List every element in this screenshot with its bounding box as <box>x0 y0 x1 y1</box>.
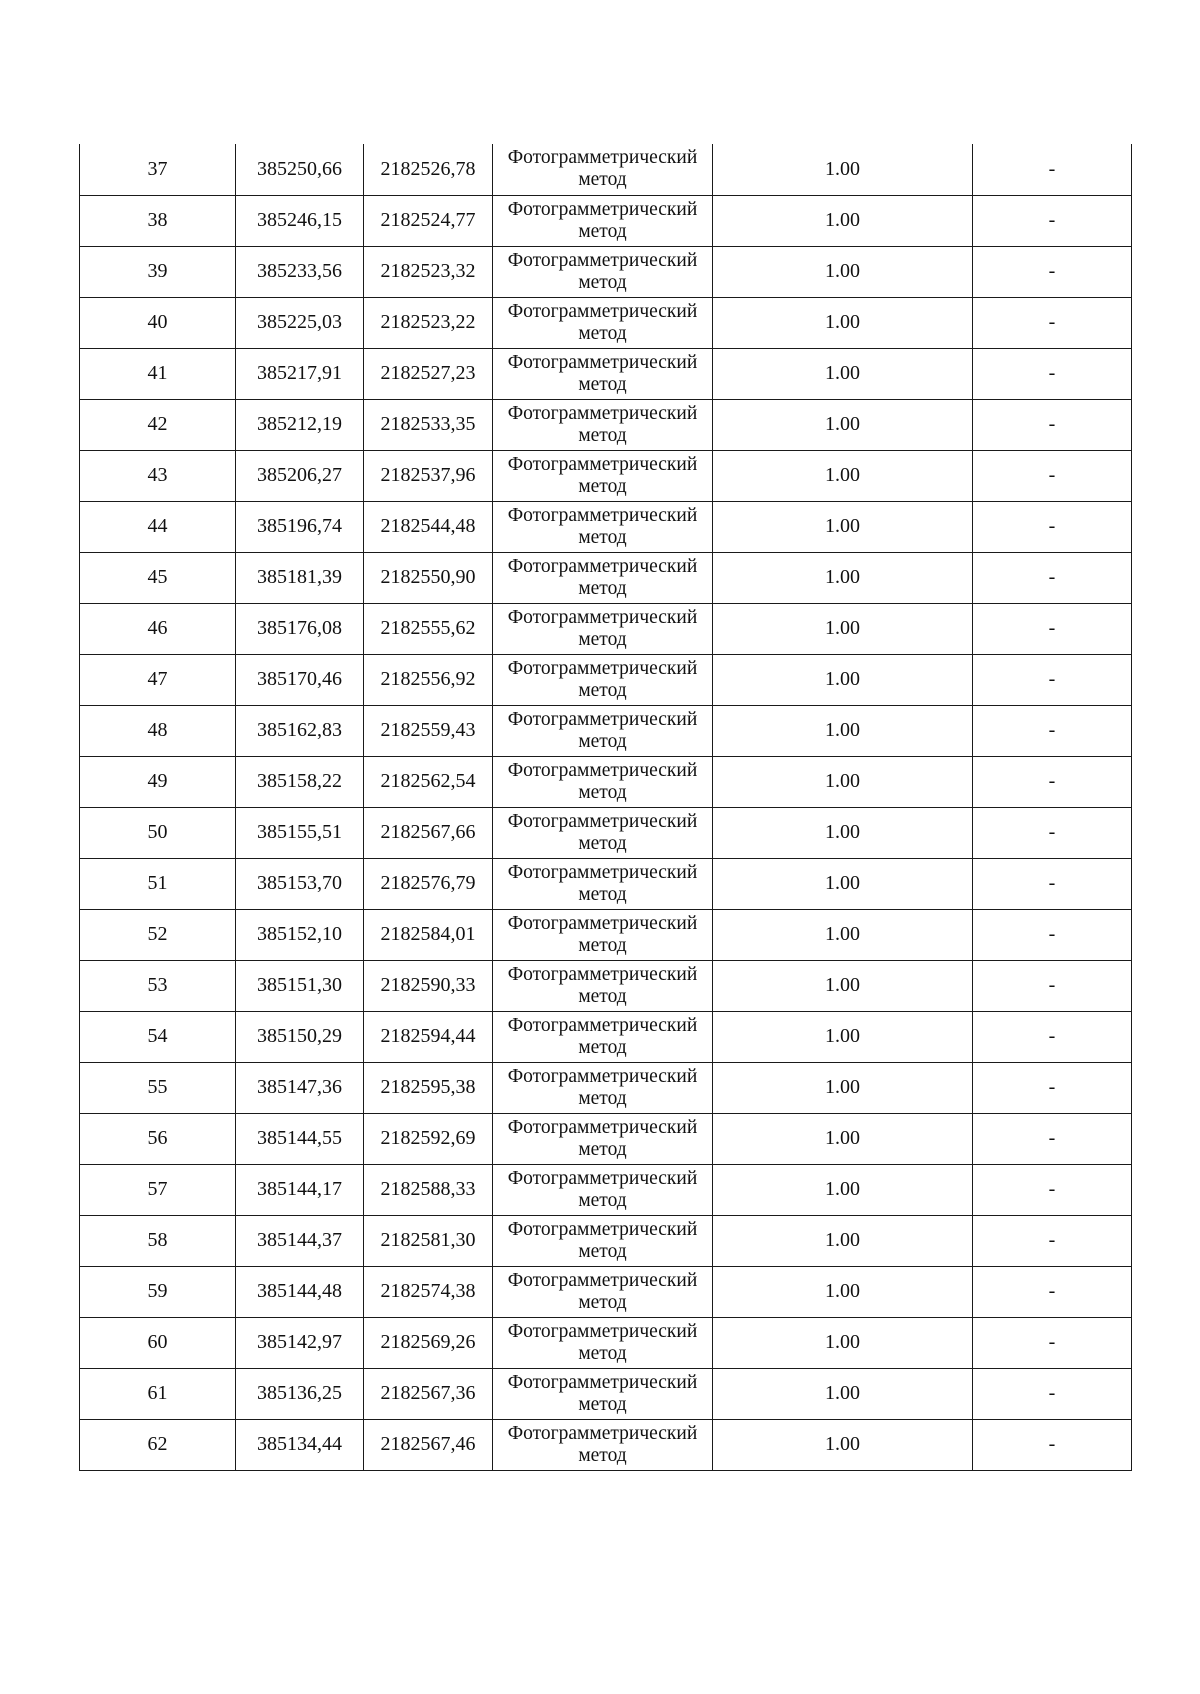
point-number-cell: 37 <box>80 144 236 195</box>
method-cell <box>493 297 713 348</box>
method-line-2: метод <box>578 424 627 446</box>
method-cell <box>493 858 713 909</box>
method-cell <box>493 960 713 1011</box>
method-line-1: Фотограмметрический <box>507 759 698 781</box>
method-line-1: Фотограмметрический <box>507 300 698 322</box>
method-line-1: Фотограмметрический <box>507 606 698 628</box>
accuracy-cell: 1.00 <box>713 807 973 858</box>
method-line-1: Фотограмметрический <box>507 657 698 679</box>
y-coordinate-cell: 2182527,23 <box>364 348 493 399</box>
method-line-2: метод <box>578 169 627 191</box>
method-cell <box>493 1368 713 1419</box>
method-line-2: метод <box>578 1291 627 1313</box>
y-coordinate-cell: 2182594,44 <box>364 1011 493 1062</box>
y-coordinate-cell: 2182550,90 <box>364 552 493 603</box>
method-cell <box>493 195 713 246</box>
y-coordinate-cell: 2182567,46 <box>364 1419 493 1470</box>
method-line-1: Фотограмметрический <box>507 708 698 730</box>
method-cell <box>493 1215 713 1266</box>
point-number-cell: 49 <box>80 756 236 807</box>
coordinates-table <box>79 144 1132 1471</box>
note-cell: - <box>973 501 1132 552</box>
point-number-cell: 55 <box>80 1062 236 1113</box>
x-coordinate-cell: 385151,30 <box>236 960 364 1011</box>
accuracy-cell: 1.00 <box>713 1317 973 1368</box>
y-coordinate-cell: 2182567,66 <box>364 807 493 858</box>
method-cell <box>493 348 713 399</box>
x-coordinate-cell: 385150,29 <box>236 1011 364 1062</box>
note-cell: - <box>973 246 1132 297</box>
y-coordinate-cell: 2182562,54 <box>364 756 493 807</box>
point-number-cell: 45 <box>80 552 236 603</box>
point-number-cell: 61 <box>80 1368 236 1419</box>
method-line-1: Фотограмметрический <box>507 963 698 985</box>
note-cell: - <box>973 705 1132 756</box>
table-row <box>80 858 1132 909</box>
method-line-2: метод <box>578 1138 627 1160</box>
method-cell <box>493 1266 713 1317</box>
note-cell: - <box>973 348 1132 399</box>
y-coordinate-cell: 2182556,92 <box>364 654 493 705</box>
method-cell <box>493 1164 713 1215</box>
method-line-1: Фотограмметрический <box>507 861 698 883</box>
accuracy-cell: 1.00 <box>713 552 973 603</box>
note-cell: - <box>973 195 1132 246</box>
point-number-cell: 40 <box>80 297 236 348</box>
note-cell: - <box>973 756 1132 807</box>
x-coordinate-cell: 385134,44 <box>236 1419 364 1470</box>
method-line-2: метод <box>578 1444 627 1466</box>
method-line-2: метод <box>578 1342 627 1364</box>
coordinates-table-body <box>80 144 1132 1470</box>
method-line-2: метод <box>578 1393 627 1415</box>
table-row <box>80 450 1132 501</box>
note-cell: - <box>973 1164 1132 1215</box>
accuracy-cell: 1.00 <box>713 450 973 501</box>
method-line-1: Фотограмметрический <box>507 1269 698 1291</box>
note-cell: - <box>973 297 1132 348</box>
x-coordinate-cell: 385196,74 <box>236 501 364 552</box>
accuracy-cell: 1.00 <box>713 1368 973 1419</box>
note-cell: - <box>973 1419 1132 1470</box>
table-row <box>80 1164 1132 1215</box>
method-cell <box>493 1317 713 1368</box>
y-coordinate-cell: 2182544,48 <box>364 501 493 552</box>
x-coordinate-cell: 385152,10 <box>236 909 364 960</box>
method-cell <box>493 1011 713 1062</box>
note-cell: - <box>973 1266 1132 1317</box>
note-cell: - <box>973 1368 1132 1419</box>
y-coordinate-cell: 2182595,38 <box>364 1062 493 1113</box>
method-line-2: метод <box>578 475 627 497</box>
method-cell <box>493 1419 713 1470</box>
method-line-2: метод <box>578 577 627 599</box>
table-row <box>80 1419 1132 1470</box>
point-number-cell: 44 <box>80 501 236 552</box>
method-line-1: Фотограмметрический <box>507 1218 698 1240</box>
accuracy-cell: 1.00 <box>713 246 973 297</box>
method-cell <box>493 399 713 450</box>
method-line-2: метод <box>578 730 627 752</box>
note-cell: - <box>973 1062 1132 1113</box>
point-number-cell: 38 <box>80 195 236 246</box>
table-row <box>80 195 1132 246</box>
x-coordinate-cell: 385144,55 <box>236 1113 364 1164</box>
method-line-2: метод <box>578 985 627 1007</box>
y-coordinate-cell: 2182537,96 <box>364 450 493 501</box>
method-cell <box>493 705 713 756</box>
x-coordinate-cell: 385225,03 <box>236 297 364 348</box>
method-line-2: метод <box>578 526 627 548</box>
x-coordinate-cell: 385170,46 <box>236 654 364 705</box>
method-line-2: метод <box>578 781 627 803</box>
method-cell <box>493 144 713 195</box>
table-row <box>80 1011 1132 1062</box>
method-line-2: метод <box>578 1087 627 1109</box>
method-cell <box>493 450 713 501</box>
x-coordinate-cell: 385144,37 <box>236 1215 364 1266</box>
x-coordinate-cell: 385136,25 <box>236 1368 364 1419</box>
x-coordinate-cell: 385217,91 <box>236 348 364 399</box>
y-coordinate-cell: 2182526,78 <box>364 144 493 195</box>
y-coordinate-cell: 2182524,77 <box>364 195 493 246</box>
method-line-1: Фотограмметрический <box>507 1065 698 1087</box>
note-cell: - <box>973 450 1132 501</box>
method-line-2: метод <box>578 271 627 293</box>
accuracy-cell: 1.00 <box>713 348 973 399</box>
y-coordinate-cell: 2182569,26 <box>364 1317 493 1368</box>
method-cell <box>493 909 713 960</box>
accuracy-cell: 1.00 <box>713 654 973 705</box>
note-cell: - <box>973 399 1132 450</box>
x-coordinate-cell: 385142,97 <box>236 1317 364 1368</box>
point-number-cell: 48 <box>80 705 236 756</box>
note-cell: - <box>973 1113 1132 1164</box>
table-row <box>80 297 1132 348</box>
accuracy-cell: 1.00 <box>713 1164 973 1215</box>
method-line-1: Фотограмметрический <box>507 402 698 424</box>
accuracy-cell: 1.00 <box>713 1113 973 1164</box>
table-row <box>80 909 1132 960</box>
method-line-1: Фотограмметрический <box>507 504 698 526</box>
y-coordinate-cell: 2182584,01 <box>364 909 493 960</box>
method-line-1: Фотограмметрический <box>507 555 698 577</box>
accuracy-cell: 1.00 <box>713 858 973 909</box>
accuracy-cell: 1.00 <box>713 297 973 348</box>
method-line-1: Фотограмметрический <box>507 351 698 373</box>
x-coordinate-cell: 385246,15 <box>236 195 364 246</box>
method-line-2: метод <box>578 1189 627 1211</box>
method-cell <box>493 501 713 552</box>
method-line-1: Фотограмметрический <box>507 1320 698 1342</box>
table-row <box>80 1266 1132 1317</box>
method-line-2: метод <box>578 1240 627 1262</box>
x-coordinate-cell: 385147,36 <box>236 1062 364 1113</box>
table-row <box>80 246 1132 297</box>
point-number-cell: 47 <box>80 654 236 705</box>
table-row <box>80 348 1132 399</box>
method-line-1: Фотограмметрический <box>507 1371 698 1393</box>
note-cell: - <box>973 1317 1132 1368</box>
method-cell <box>493 654 713 705</box>
x-coordinate-cell: 385250,66 <box>236 144 364 195</box>
y-coordinate-cell: 2182533,35 <box>364 399 493 450</box>
method-line-1: Фотограмметрический <box>507 453 698 475</box>
point-number-cell: 50 <box>80 807 236 858</box>
table-row <box>80 1317 1132 1368</box>
x-coordinate-cell: 385176,08 <box>236 603 364 654</box>
y-coordinate-cell: 2182581,30 <box>364 1215 493 1266</box>
x-coordinate-cell: 385155,51 <box>236 807 364 858</box>
note-cell: - <box>973 144 1132 195</box>
accuracy-cell: 1.00 <box>713 1215 973 1266</box>
accuracy-cell: 1.00 <box>713 705 973 756</box>
y-coordinate-cell: 2182523,22 <box>364 297 493 348</box>
method-line-1: Фотограмметрический <box>507 198 698 220</box>
y-coordinate-cell: 2182555,62 <box>364 603 493 654</box>
table-row <box>80 1062 1132 1113</box>
note-cell: - <box>973 807 1132 858</box>
point-number-cell: 60 <box>80 1317 236 1368</box>
accuracy-cell: 1.00 <box>713 909 973 960</box>
y-coordinate-cell: 2182567,36 <box>364 1368 493 1419</box>
method-line-2: метод <box>578 883 627 905</box>
method-cell <box>493 552 713 603</box>
x-coordinate-cell: 385162,83 <box>236 705 364 756</box>
x-coordinate-cell: 385206,27 <box>236 450 364 501</box>
method-line-1: Фотограмметрический <box>507 1014 698 1036</box>
point-number-cell: 51 <box>80 858 236 909</box>
y-coordinate-cell: 2182523,32 <box>364 246 493 297</box>
note-cell: - <box>973 909 1132 960</box>
x-coordinate-cell: 385212,19 <box>236 399 364 450</box>
accuracy-cell: 1.00 <box>713 1419 973 1470</box>
note-cell: - <box>973 552 1132 603</box>
point-number-cell: 42 <box>80 399 236 450</box>
method-cell <box>493 1062 713 1113</box>
accuracy-cell: 1.00 <box>713 960 973 1011</box>
x-coordinate-cell: 385144,17 <box>236 1164 364 1215</box>
point-number-cell: 53 <box>80 960 236 1011</box>
method-cell <box>493 807 713 858</box>
table-row <box>80 1113 1132 1164</box>
y-coordinate-cell: 2182559,43 <box>364 705 493 756</box>
table-row <box>80 654 1132 705</box>
method-cell <box>493 246 713 297</box>
note-cell: - <box>973 1215 1132 1266</box>
method-line-2: метод <box>578 628 627 650</box>
method-line-1: Фотограмметрический <box>507 1422 698 1444</box>
point-number-cell: 41 <box>80 348 236 399</box>
y-coordinate-cell: 2182576,79 <box>364 858 493 909</box>
table-row <box>80 1215 1132 1266</box>
x-coordinate-cell: 385144,48 <box>236 1266 364 1317</box>
method-line-2: метод <box>578 373 627 395</box>
accuracy-cell: 1.00 <box>713 501 973 552</box>
y-coordinate-cell: 2182574,38 <box>364 1266 493 1317</box>
method-line-1: Фотограмметрический <box>507 1116 698 1138</box>
method-line-1: Фотограмметрический <box>507 249 698 271</box>
point-number-cell: 54 <box>80 1011 236 1062</box>
point-number-cell: 43 <box>80 450 236 501</box>
accuracy-cell: 1.00 <box>713 1266 973 1317</box>
point-number-cell: 59 <box>80 1266 236 1317</box>
point-number-cell: 46 <box>80 603 236 654</box>
note-cell: - <box>973 603 1132 654</box>
x-coordinate-cell: 385233,56 <box>236 246 364 297</box>
accuracy-cell: 1.00 <box>713 756 973 807</box>
point-number-cell: 58 <box>80 1215 236 1266</box>
x-coordinate-cell: 385153,70 <box>236 858 364 909</box>
point-number-cell: 52 <box>80 909 236 960</box>
method-cell <box>493 1113 713 1164</box>
method-line-1: Фотограмметрический <box>507 810 698 832</box>
method-line-2: метод <box>578 220 627 242</box>
table-row <box>80 144 1132 195</box>
table-row <box>80 501 1132 552</box>
table-row <box>80 603 1132 654</box>
point-number-cell: 56 <box>80 1113 236 1164</box>
method-line-1: Фотограмметрический <box>507 912 698 934</box>
method-cell <box>493 603 713 654</box>
table-row <box>80 960 1132 1011</box>
accuracy-cell: 1.00 <box>713 144 973 195</box>
table-row <box>80 756 1132 807</box>
method-line-2: метод <box>578 1036 627 1058</box>
table-row <box>80 552 1132 603</box>
y-coordinate-cell: 2182592,69 <box>364 1113 493 1164</box>
note-cell: - <box>973 654 1132 705</box>
accuracy-cell: 1.00 <box>713 1062 973 1113</box>
method-line-2: метод <box>578 832 627 854</box>
method-line-2: метод <box>578 679 627 701</box>
x-coordinate-cell: 385181,39 <box>236 552 364 603</box>
table-row <box>80 399 1132 450</box>
y-coordinate-cell: 2182590,33 <box>364 960 493 1011</box>
method-line-2: метод <box>578 322 627 344</box>
method-line-2: метод <box>578 934 627 956</box>
note-cell: - <box>973 960 1132 1011</box>
point-number-cell: 57 <box>80 1164 236 1215</box>
table-row <box>80 705 1132 756</box>
note-cell: - <box>973 1011 1132 1062</box>
accuracy-cell: 1.00 <box>713 603 973 654</box>
table-row <box>80 807 1132 858</box>
accuracy-cell: 1.00 <box>713 195 973 246</box>
accuracy-cell: 1.00 <box>713 1011 973 1062</box>
method-line-1: Фотограмметрический <box>507 1167 698 1189</box>
note-cell: - <box>973 858 1132 909</box>
y-coordinate-cell: 2182588,33 <box>364 1164 493 1215</box>
point-number-cell: 62 <box>80 1419 236 1470</box>
point-number-cell: 39 <box>80 246 236 297</box>
method-cell <box>493 756 713 807</box>
method-line-1: Фотограмметрический <box>507 147 698 169</box>
accuracy-cell: 1.00 <box>713 399 973 450</box>
x-coordinate-cell: 385158,22 <box>236 756 364 807</box>
table-row <box>80 1368 1132 1419</box>
